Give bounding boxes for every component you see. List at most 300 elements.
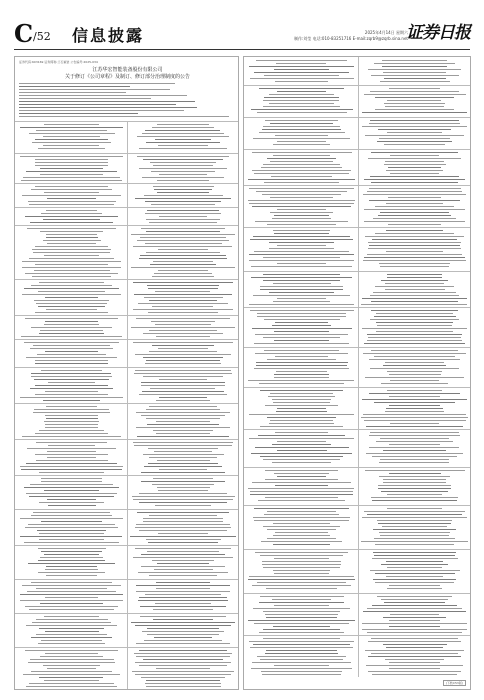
fine-print-line	[250, 647, 353, 648]
fine-print-line	[248, 620, 355, 621]
fine-print-line	[34, 379, 110, 380]
fine-print-line	[364, 179, 464, 180]
fine-print-line	[150, 162, 217, 163]
fine-print-line	[38, 572, 104, 573]
fine-print-line	[253, 138, 350, 139]
company-name: 江苏华宏智能装备股份有限公司	[92, 67, 163, 73]
fine-print-line	[30, 388, 113, 389]
fine-print-line	[374, 316, 456, 317]
fine-print-line	[265, 614, 338, 615]
fine-print-line	[23, 674, 120, 675]
fine-print-line	[384, 164, 446, 165]
fine-print-line	[19, 110, 184, 111]
fine-print-line	[363, 194, 465, 195]
fine-print-line	[39, 333, 105, 334]
fine-print-line	[383, 450, 447, 451]
fine-print-line	[152, 127, 214, 128]
fine-print-line	[45, 391, 97, 392]
fine-print-line	[273, 544, 329, 545]
fine-print-line	[267, 511, 336, 512]
fine-print-line	[274, 665, 329, 666]
fine-print-line	[265, 405, 339, 406]
fine-print-line	[40, 603, 103, 604]
fine-print-line	[362, 328, 467, 329]
fine-print-line	[137, 156, 228, 157]
fine-print-line	[34, 300, 109, 301]
fine-print-line	[277, 209, 327, 210]
fine-print-line	[45, 351, 97, 352]
fine-print-line	[370, 295, 460, 296]
fine-print-line	[377, 141, 452, 142]
fine-print-line	[272, 399, 332, 400]
fine-print-line	[144, 640, 221, 641]
fine-print-line	[27, 448, 116, 449]
fine-print-line	[35, 186, 109, 187]
fine-print-line	[43, 145, 99, 146]
fine-print-line	[135, 370, 232, 371]
fine-print-line	[131, 622, 235, 623]
fine-print-line	[135, 548, 232, 549]
fine-print-line	[159, 397, 208, 398]
fine-print-line	[252, 170, 350, 171]
fine-print-line	[139, 650, 227, 651]
table-row-divider	[244, 117, 470, 118]
fine-print-line	[158, 490, 207, 491]
table-row-divider	[244, 593, 470, 594]
fine-print-line	[137, 512, 229, 513]
fine-print-line	[145, 363, 221, 364]
fine-print-line	[267, 417, 337, 418]
fine-print-line	[157, 460, 210, 461]
fine-print-line	[384, 144, 446, 145]
fine-print-line	[36, 619, 108, 620]
fine-print-line	[157, 487, 210, 488]
fine-print-line	[389, 626, 440, 627]
fine-print-line	[35, 246, 108, 247]
fine-print-line	[389, 662, 440, 663]
fine-print-line	[379, 532, 449, 533]
fine-print-line	[35, 312, 109, 313]
table-row-divider	[244, 549, 470, 550]
fine-print-line	[35, 162, 108, 163]
fine-print-line	[20, 466, 123, 467]
fine-print-line	[137, 436, 229, 437]
fine-print-line	[367, 514, 461, 515]
fine-print-line	[262, 564, 341, 565]
fine-print-line	[255, 447, 349, 448]
fine-print-line	[370, 368, 459, 369]
table-row-divider	[244, 387, 470, 388]
fine-print-line	[31, 189, 112, 190]
fine-print-line	[41, 213, 102, 214]
fine-print-line	[143, 376, 224, 377]
fine-print-line	[270, 161, 333, 162]
fine-print-line	[258, 435, 345, 436]
fine-print-line	[149, 330, 216, 331]
fine-print-line	[153, 478, 214, 479]
fine-print-line	[389, 585, 441, 586]
fine-print-line	[46, 566, 97, 567]
fine-print-line	[387, 100, 441, 101]
fine-print-line	[269, 94, 333, 95]
fine-print-line	[263, 629, 340, 630]
fine-print-line	[132, 671, 234, 672]
fine-print-line	[158, 270, 208, 271]
fine-print-line	[366, 453, 463, 454]
fine-print-line	[385, 283, 444, 284]
fine-print-line	[43, 240, 101, 241]
fine-print-line	[37, 530, 107, 531]
fine-print-line	[136, 643, 230, 644]
fine-print-line	[139, 168, 227, 169]
fine-print-line	[22, 585, 122, 586]
fine-print-line	[133, 557, 234, 558]
fine-print-line	[20, 397, 123, 398]
fine-print-line	[362, 629, 467, 630]
fine-print-line	[20, 156, 122, 157]
fine-print-line	[31, 327, 112, 328]
fine-print-line	[34, 409, 110, 410]
fine-print-line	[146, 142, 220, 143]
fine-print-line	[263, 126, 339, 127]
fine-print-line	[136, 591, 231, 592]
fine-print-line	[269, 242, 335, 243]
fine-print-line	[277, 141, 327, 142]
fine-print-line	[380, 212, 450, 213]
fine-print-line	[257, 656, 346, 657]
fine-print-line	[267, 538, 336, 539]
fine-print-line	[257, 313, 346, 314]
fine-print-line	[277, 91, 327, 92]
fine-print-line	[365, 650, 464, 651]
fine-print-line	[362, 298, 467, 299]
fine-print-line	[140, 616, 226, 617]
fine-print-line	[381, 383, 447, 384]
fine-print-line	[39, 502, 103, 503]
fine-print-line	[146, 539, 221, 540]
fine-print-line	[152, 345, 214, 346]
table-row-divider	[244, 505, 470, 506]
fine-print-line	[137, 136, 229, 137]
fine-print-line	[134, 445, 232, 446]
fine-print-line	[252, 152, 352, 153]
fine-print-line	[277, 441, 325, 442]
fine-print-line	[154, 637, 212, 638]
fine-print-line	[35, 394, 107, 395]
fine-print-line	[266, 588, 336, 589]
fine-print-line	[387, 132, 441, 133]
fine-print-line	[264, 75, 340, 76]
fine-print-line	[22, 294, 121, 295]
table-row-divider	[244, 347, 470, 348]
page-number: /52	[33, 30, 51, 43]
fine-print-line	[373, 579, 456, 580]
fine-print-line	[269, 103, 333, 104]
fine-print-line	[253, 236, 349, 237]
fine-print-line	[264, 182, 339, 183]
fine-print-line	[376, 441, 453, 442]
fine-print-line	[265, 497, 338, 498]
fine-print-line	[250, 310, 354, 311]
fine-print-line	[371, 638, 458, 639]
fine-print-line	[148, 542, 218, 543]
fine-print-line	[389, 444, 441, 445]
fine-print-line	[38, 643, 106, 644]
fine-print-line	[387, 277, 442, 278]
fine-print-line	[133, 499, 232, 500]
fine-print-line	[136, 585, 230, 586]
fine-print-line	[249, 254, 354, 255]
fine-print-line	[35, 433, 109, 434]
fine-print-line	[36, 303, 107, 304]
fine-print-line	[33, 345, 111, 346]
fine-print-line	[31, 376, 112, 377]
fine-print-line	[274, 233, 328, 234]
fine-print-line	[144, 297, 223, 298]
fine-print-line	[20, 536, 122, 537]
fine-print-line	[390, 380, 440, 381]
fine-print-line	[364, 209, 465, 210]
fine-print-line	[274, 558, 329, 559]
fine-print-line	[260, 286, 343, 287]
fine-print-line	[386, 230, 443, 231]
fine-print-line	[274, 605, 330, 606]
fine-print-line	[25, 318, 119, 319]
fine-print-line	[361, 304, 467, 305]
table-row-divider	[244, 85, 470, 86]
fine-print-line	[257, 316, 346, 317]
fine-print-line	[261, 541, 342, 542]
fine-print-line	[248, 179, 354, 180]
fine-print-line	[41, 551, 102, 552]
fine-print-line	[372, 674, 458, 675]
fine-print-line	[249, 203, 353, 204]
right-column	[243, 56, 471, 690]
fine-print-line	[141, 554, 226, 555]
fine-print-line	[46, 418, 98, 419]
fine-print-line	[46, 237, 98, 238]
fine-print-line	[362, 623, 467, 624]
fine-print-line	[383, 617, 446, 618]
fine-print-line	[274, 331, 329, 332]
fine-print-line	[375, 97, 454, 98]
fine-print-line	[135, 662, 232, 663]
table-row-divider	[244, 467, 470, 468]
fine-print-line	[269, 423, 335, 424]
fine-print-line	[156, 582, 209, 583]
fine-print-line	[156, 588, 211, 589]
fine-print-line	[265, 653, 337, 654]
fine-print-line	[45, 631, 99, 632]
fine-print-line	[270, 420, 333, 421]
fine-print-line	[365, 377, 465, 378]
fine-print-line	[368, 69, 461, 70]
fine-print-line	[251, 453, 353, 454]
fine-print-line	[131, 234, 235, 235]
fine-print-line	[36, 588, 106, 589]
fine-print-line	[44, 616, 98, 617]
fine-print-line	[253, 517, 349, 518]
fine-print-line	[264, 97, 338, 98]
fine-print-line	[367, 334, 462, 335]
fine-print-line	[260, 659, 344, 660]
fine-print-line	[381, 564, 448, 565]
fine-print-line	[145, 201, 222, 202]
fine-print-line	[370, 176, 459, 177]
fine-print-line	[379, 263, 451, 264]
fine-print-line	[375, 233, 453, 234]
fine-print-line	[26, 171, 116, 172]
fine-print-line	[249, 414, 355, 415]
fine-print-line	[365, 236, 465, 237]
fine-print-line	[274, 377, 329, 378]
fine-print-line	[45, 415, 97, 416]
fine-print-line	[273, 402, 330, 403]
fine-print-line	[253, 295, 351, 296]
fine-print-line	[378, 129, 452, 130]
fine-print-line	[389, 374, 441, 375]
fine-print-line	[370, 319, 460, 320]
fine-print-line	[41, 481, 102, 482]
fine-print-line	[24, 342, 119, 343]
fine-print-line	[248, 200, 355, 201]
fine-print-line	[272, 444, 331, 445]
fine-print-line	[44, 554, 100, 555]
fine-print-line	[154, 451, 212, 452]
fine-print-line	[19, 116, 229, 117]
fine-print-line	[39, 430, 104, 431]
fine-print-line	[143, 159, 223, 160]
fine-print-line	[256, 191, 347, 192]
fine-print-line	[375, 286, 454, 287]
fine-print-line	[41, 370, 102, 371]
fine-print-line	[277, 263, 326, 264]
fine-print-line	[47, 198, 96, 199]
fine-print-line	[390, 614, 440, 615]
fine-print-line	[386, 408, 443, 409]
fine-print-line	[131, 327, 235, 328]
fine-print-line	[40, 231, 103, 232]
fine-print-line	[25, 216, 118, 217]
fine-print-line	[29, 258, 115, 259]
fine-print-line	[157, 180, 210, 181]
notice-title: 关于修订《公司章程》及制订、修订部分治理制度的公告	[64, 74, 190, 80]
fine-print-line	[251, 109, 353, 110]
fine-print-line	[149, 515, 217, 516]
fine-print-line	[29, 204, 114, 205]
fine-print-line	[364, 511, 466, 512]
fine-print-line	[143, 454, 224, 455]
fine-print-line	[141, 385, 226, 386]
fine-print-line	[135, 354, 230, 355]
fine-print-line	[259, 602, 345, 603]
fine-print-line	[373, 218, 455, 219]
fine-print-line	[149, 575, 217, 576]
fine-print-line	[376, 322, 453, 323]
fine-print-line	[267, 158, 336, 159]
fine-print-line	[373, 529, 455, 530]
fine-print-line	[267, 359, 336, 360]
fine-print-line	[259, 88, 344, 89]
fine-print-line	[273, 626, 330, 627]
fine-print-line	[20, 518, 123, 519]
fine-print-line	[155, 139, 211, 140]
fine-print-line	[277, 298, 326, 299]
fine-print-line	[147, 210, 218, 211]
fine-print-line	[23, 177, 120, 178]
fine-print-line	[28, 524, 114, 525]
fine-print-line	[146, 252, 221, 253]
fine-print-line	[377, 325, 453, 326]
fine-print-line	[277, 408, 326, 409]
fine-print-line	[363, 353, 466, 354]
fine-print-line	[147, 285, 218, 286]
fine-print-line	[142, 177, 224, 178]
fine-print-line	[367, 632, 462, 633]
fine-print-line	[155, 505, 210, 506]
fine-print-line	[370, 120, 459, 121]
fine-print-line	[133, 246, 232, 247]
fine-print-line	[31, 582, 112, 583]
fine-print-line	[28, 201, 116, 202]
fine-print-line	[385, 411, 444, 412]
fine-print-line	[374, 538, 456, 539]
fine-print-line	[367, 191, 463, 192]
fine-print-line	[379, 462, 449, 463]
fine-print-line	[27, 228, 116, 229]
fine-print-line	[371, 75, 459, 76]
fine-print-line	[267, 224, 336, 225]
fine-print-line	[380, 266, 450, 267]
fine-print-line	[386, 576, 443, 577]
fine-print-line	[35, 139, 108, 140]
fine-print-line	[251, 266, 353, 267]
fine-print-line	[35, 363, 108, 364]
fine-print-line	[382, 60, 447, 61]
fine-print-line	[390, 155, 438, 156]
fine-print-line	[132, 496, 235, 497]
fine-print-line	[153, 186, 214, 187]
fine-print-line	[44, 421, 100, 422]
fine-print-line	[274, 473, 329, 474]
fine-print-line	[21, 469, 122, 470]
fine-print-line	[387, 494, 442, 495]
fine-print-line	[263, 611, 340, 612]
fine-print-line	[146, 686, 221, 687]
fine-print-line	[254, 343, 349, 344]
fine-print-line	[20, 594, 124, 595]
fine-print-line	[273, 155, 329, 156]
fine-print-line	[276, 411, 326, 412]
newspaper-logo: 证券日报	[406, 23, 470, 43]
fine-print-line	[378, 523, 451, 524]
fine-print-line	[275, 135, 328, 136]
fine-print-line	[368, 337, 462, 338]
fine-print-line	[46, 575, 98, 576]
fine-print-line	[252, 206, 350, 207]
stock-code-line: 证券代码:603169 证券简称:兰石重装 公告编号:2025-034	[19, 60, 98, 64]
fine-print-line	[252, 328, 352, 329]
fine-print-line	[159, 379, 208, 380]
fine-print-line	[138, 572, 227, 573]
fine-print-line	[32, 622, 111, 623]
fine-print-line	[130, 536, 236, 537]
fine-print-line	[30, 348, 113, 349]
fine-print-line	[270, 197, 333, 198]
fine-print-line	[153, 261, 212, 262]
fine-print-line	[43, 665, 101, 666]
fine-print-line	[386, 561, 444, 562]
